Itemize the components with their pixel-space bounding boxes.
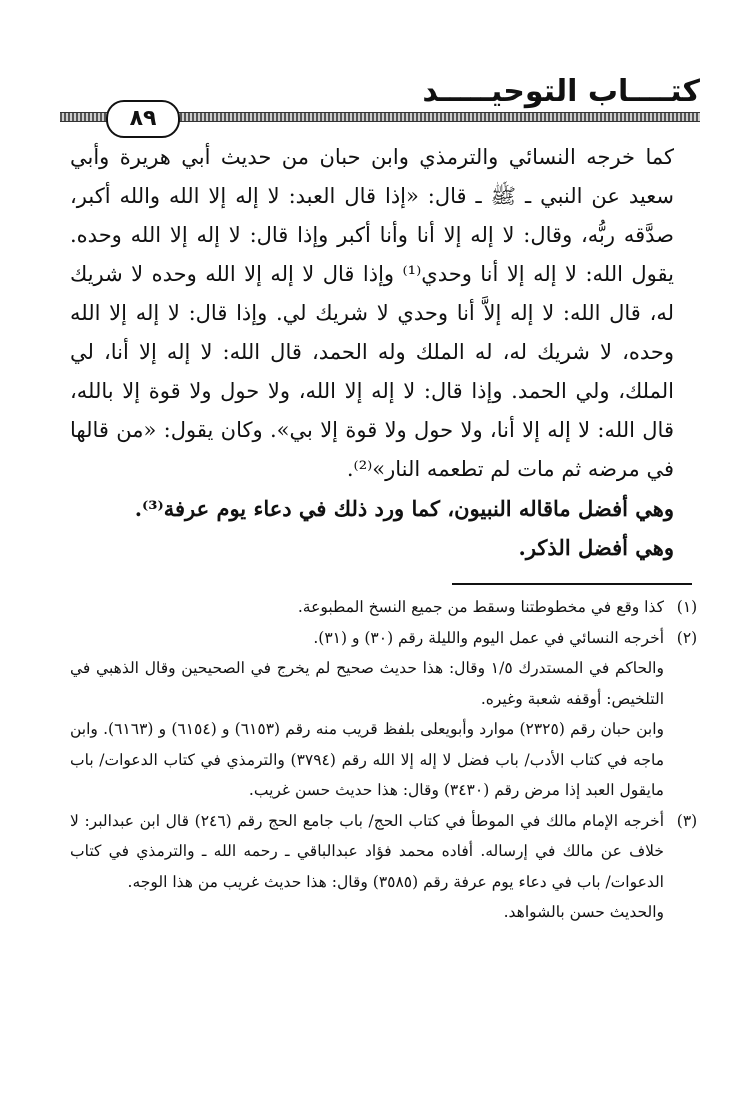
main-text bbox=[70, 138, 702, 567]
footnote-text: كذا وقع في مخطوطتنا وسقط من جميع النسخ المطبوعة. bbox=[297, 598, 664, 616]
footnotes bbox=[70, 592, 706, 928]
footnote-text: والحديث حسن بالشواهد. bbox=[503, 903, 664, 921]
footnote-number: (٢) bbox=[676, 628, 698, 647]
footnote-3 bbox=[70, 806, 706, 928]
footnote-number: (٣) bbox=[676, 811, 698, 830]
footnote-separator bbox=[452, 583, 692, 585]
book-title: كتــــاب التوحيـــــد bbox=[422, 74, 700, 109]
footnote-text: أخرجه الإمام مالك في الموطأ في كتاب الحج/ باب جامع الحج رقم (٢٤٦) قال ابن عبدالبر: لا خلاف عن مالك في إرساله. أفاده محمد فؤاد عبدالباقي ـ رحمه الله ـ والترمذي في كتاب الدعوات/ باب في دعاء يوم عرفة رقم (٣٥٨٥) وقال: هذا حديث غريب من هذا الوجه. bbox=[70, 811, 665, 891]
page-header bbox=[60, 72, 700, 132]
footnote-text: والحاكم في المستدرك ١/٥ وقال: هذا حديث صحيح لم يخرج في الصحيحين وقال الذهبي في التلخيص: أوقفه شعبة وغيره. bbox=[70, 659, 664, 708]
footnote-text: أخرجه النسائي في عمل اليوم والليلة رقم (٣٠) و (٣١). bbox=[313, 628, 664, 647]
footnote-text: وابن حبان رقم (٢٣٢٥) موارد وأبويعلى بلفظ قريب منه رقم (٦١٥٣) و (٦١٥٤) و (٦١٦٣). وابن ماجه في كتاب الأدب/ باب فضل لا إله إلا الله رقم (٣٧٩٤) والترمذي في كتاب الدعوات/ باب مايقول العبد إذا مرض رقم (٣٤٣٠) وقال: هذا حديث حسن غريب. bbox=[70, 720, 664, 799]
footnote-1 bbox=[70, 592, 706, 623]
main-paragraph-3: وهي أفضل الذكر. bbox=[518, 535, 674, 560]
footnote-number: (١) bbox=[676, 598, 698, 616]
main-paragraph-1: كما خرجه النسائي والترمذي وابن حبان من حديث أبي هريرة وأبي سعيد عن النبي ـ ﷺ ـ قال: «إذا قال العبد: لا إله إلا الله والله أكبر، صدَّقه ربُّه، وقال: لا إله إلا أنا وأنا أكبر وإذا قال: لا إله إلا الله وحده. يقول الله: لا إله إلا أنا وحدي⁽¹⁾ وإذا قال لا إله إلا الله وحده لا شريك له، قال الله: لا إله إلاَّ أنا وحدي لا شريك لي. وإذا قال: لا إله إلا الله وحده، لا شريك له، له الملك وله الحمد، قال الله: لا إله إلا أنا، لي الملك، ولي الحمد. وإذا قال: لا إله إلا الله، ولا حول ولا قوة إلا بالله، قال الله: لا إله إلا أنا، ولا حول ولا قوة إلا بي». وكان يقول: «من قالها في مرضه ثم مات لم تطعمه النار»⁽²⁾. bbox=[70, 145, 674, 481]
page-number: ٨٩ bbox=[106, 100, 180, 138]
main-paragraph-2: وهي أفضل ماقاله النبيون، كما ورد ذلك في دعاء يوم عرفة⁽³⁾. bbox=[134, 496, 674, 521]
footnote-2 bbox=[70, 623, 706, 806]
